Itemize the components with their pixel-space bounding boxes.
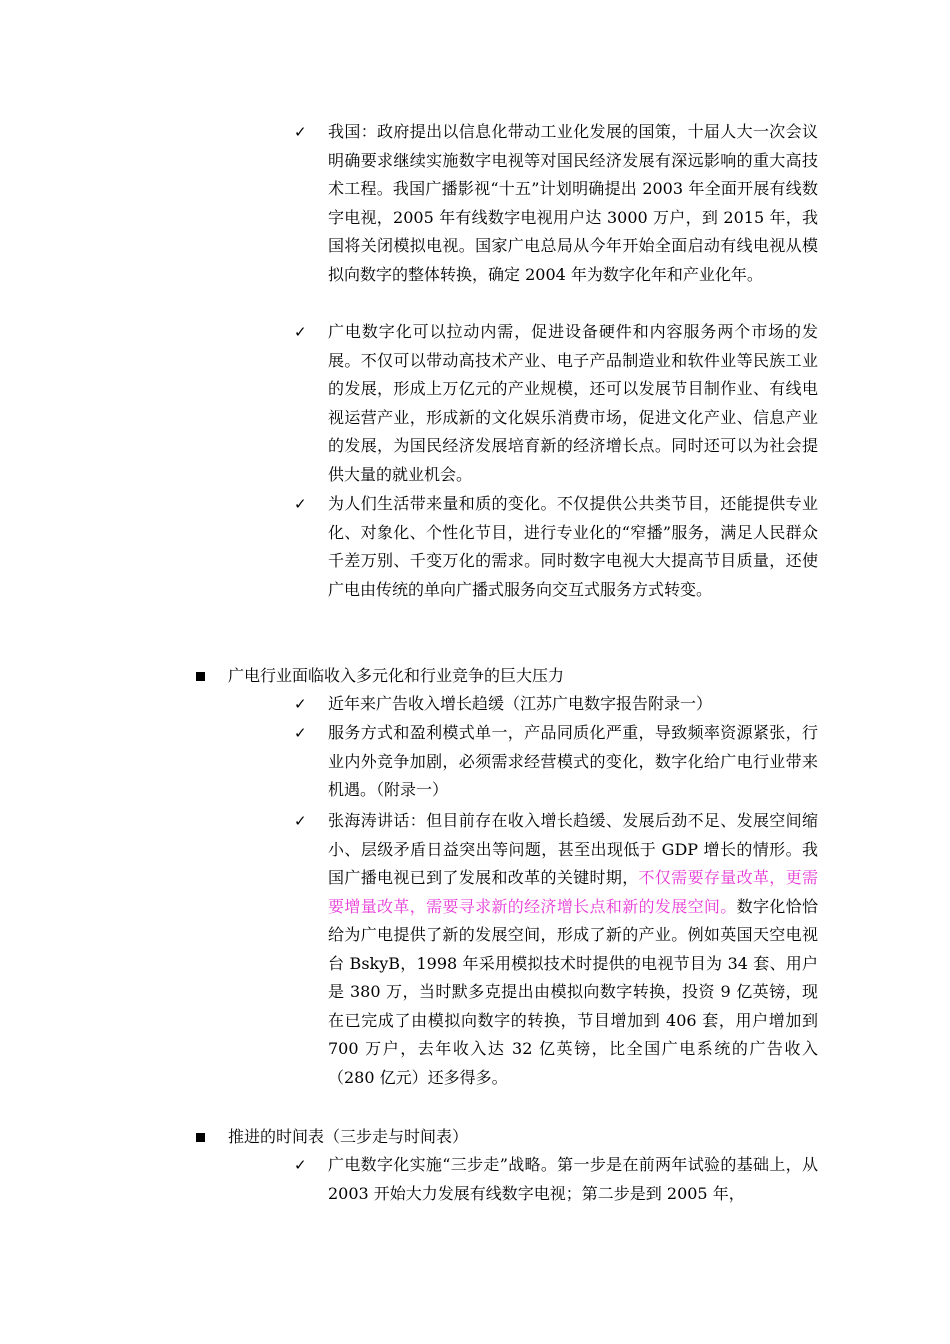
list-item: 广电数字化可以拉动内需，促进设备硬件和内容服务两个市场的发展。不仅可以带动高技术产业、电子产品制造业和软件业等民族工业的发展，形成上万亿元的产业规模，还可以发展节目制作业、有线电视运营产业，形成新的文化娱乐消费市场，促进文化产业、信息产业的发展，为国民经济发展培育新的经济增长点。同时还可以为社会提供大量的就业机会。 [328, 322, 818, 484]
highlighted-text: 不仅需要存量改革，更需要增量改革，需要寻求新的经济增长点和新的发展空间。 [328, 868, 818, 916]
list-item: 我国：政府提出以信息化带动工业化发展的国策，十届人大一次会议明确要求继续实施数字电视等对国民经济发展有深远影响的重大高技术工程。我国广播影视“十五”计划明确提出 2003 年全面开展有线数字电视，2005 年有线数字电视用户达 3000 万户，到 2015 年，我国将关闭模拟电视。国家广电总局从今年开始全面启动有线电视从模拟向数字的整体转换，确定 2004 年为数字化年和产业化年。 [328, 122, 818, 284]
list-item: 为人们生活带来量和质的变化。不仅提供公共类节目，还能提供专业化、对象化、个性化节目，进行专业化的“窄播”服务，满足人民群众千差万别、千变万化的需求。同时数字电视大大提高节目质量，还使广电由传统的单向广播式服务向交互式服务方式转变。 [328, 494, 818, 599]
check-icon: ✓ [294, 323, 307, 341]
speech-text: 张海涛讲话：但目前存在收入增长趋缓、发展后劲不足、发展空间缩小、层级矛盾日益突出等问题，甚至出现低于 GDP 增长的情形。我国广播电视已到了发展和改革的关键时期， [328, 811, 818, 887]
square-bullet-icon [196, 672, 205, 681]
check-icon: ✓ [294, 695, 307, 713]
list-item: 广电数字化实施“三步走”战略。第一步是在前两年试验的基础上，从 2003 开始大力发展有线数字电视；第二步是到 2005 年， [328, 1155, 818, 1203]
check-icon: ✓ [294, 724, 307, 742]
section-heading: 广电行业面临收入多元化和行业竞争的巨大压力 [228, 666, 565, 685]
check-icon: ✓ [294, 1156, 307, 1174]
list-item-speech [328, 807, 818, 1092]
section-heading: 推进的时间表（三步走与时间表） [228, 1127, 469, 1146]
list-item: 服务方式和盈利模式单一，产品同质化严重，导致频率资源紧张，行业内外竞争加剧，必须需求经营模式的变化，数字化给广电行业带来机遇。（附录一） [328, 723, 818, 799]
check-icon: ✓ [294, 123, 307, 141]
check-icon: ✓ [294, 495, 307, 513]
square-bullet-icon [196, 1133, 205, 1142]
speech-text-continued: 数字化恰恰给为广电提供了新的发展空间，形成了新的产业。例如英国天空电视台 BskyB，1998 年采用模拟技术时提供的电视节目为 34 套、用户是 380 万，当时默多克提出由模拟向数字转换，投资 9 亿英镑，现在已完成了由模拟向数字的转换，节目增加到 406 套，用户增加到 700 万户，去年收入达 32 亿英镑，比全国广电系统的广告收入（280 亿元）还多得多。 [328, 896, 818, 1087]
check-icon: ✓ [294, 812, 307, 830]
list-item: 近年来广告收入增长趋缓（江苏广电数字报告附录一） [328, 694, 713, 713]
